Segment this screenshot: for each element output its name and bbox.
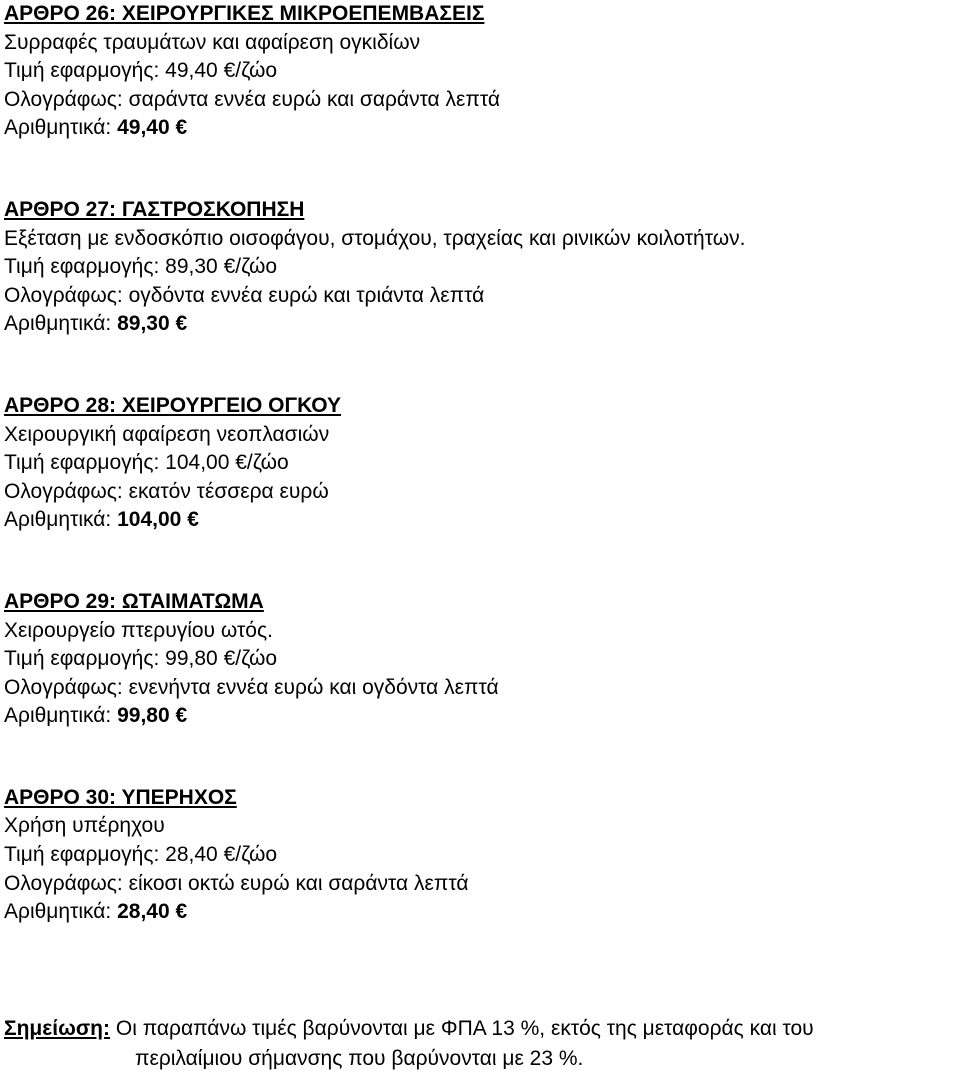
numeric-label: Αριθμητικά: — [4, 704, 112, 728]
words-line — [4, 674, 960, 703]
price-unit: /ζώο — [235, 647, 278, 671]
words-label: Ολογράφως: — [4, 479, 123, 503]
article-description: Χρήση υπέρηχου — [4, 814, 165, 838]
numeric-line — [4, 506, 960, 535]
numeric-value: 89,30 — [117, 312, 170, 336]
words-value: ενενήντα εννέα ευρώ και ογδόντα λεπτά — [128, 675, 499, 699]
price-label: Τιμή εφαρμογής: — [4, 451, 160, 475]
price-unit: /ζώο — [235, 843, 278, 867]
article-title: ΑΡΘΡΟ 29: ΩΤΑΙΜΑΤΩΜΑ — [4, 589, 264, 613]
price-label: Τιμή εφαρμογής: — [4, 255, 160, 279]
note-line-1 — [4, 1014, 960, 1044]
price-line — [4, 253, 960, 282]
price-unit: /ζώο — [246, 451, 289, 475]
article-description: Συρραφές τραυμάτων και αφαίρεση ογκιδίων — [4, 30, 421, 54]
numeric-line — [4, 114, 960, 143]
words-line — [4, 478, 960, 507]
vat-note — [4, 1014, 960, 1074]
numeric-value: 49,40 — [117, 116, 170, 140]
numeric-label: Αριθμητικά: — [4, 508, 112, 532]
euro-symbol: € — [187, 508, 199, 532]
numeric-label: Αριθμητικά: — [4, 900, 112, 924]
euro-symbol: € — [175, 704, 188, 728]
price-value: 49,40 — [165, 59, 218, 83]
numeric-line — [4, 702, 960, 731]
article-30 — [4, 784, 960, 927]
article-26 — [4, 0, 960, 143]
article-27 — [4, 196, 960, 339]
words-value: είκοσι οκτώ ευρώ και σαράντα λεπτά — [128, 871, 469, 895]
price-line — [4, 841, 960, 870]
euro-symbol: € — [175, 116, 188, 140]
price-value: 89,30 — [165, 255, 218, 279]
price-line — [4, 645, 960, 674]
numeric-value: 28,40 — [117, 900, 170, 924]
euro-symbol: € — [235, 451, 247, 475]
price-unit: /ζώο — [235, 255, 278, 279]
numeric-line — [4, 898, 960, 927]
euro-symbol: € — [175, 900, 188, 924]
price-line — [4, 57, 960, 86]
price-unit: /ζώο — [235, 59, 278, 83]
words-value: σαράντα εννέα ευρώ και σαράντα λεπτά — [128, 87, 501, 111]
article-title: ΑΡΘΡΟ 28: ΧΕΙΡΟΥΡΓΕΙΟ ΟΓΚΟΥ — [4, 393, 342, 417]
note-line-2: περιλαίμιου σήμανσης που βαρύνονται με 23 %. — [135, 1047, 584, 1070]
price-label: Τιμή εφαρμογής: — [4, 647, 160, 671]
article-description: Χειρουργική αφαίρεση νεοπλασιών — [4, 422, 330, 446]
words-label: Ολογράφως: — [4, 87, 123, 111]
price-value: 104,00 — [165, 451, 230, 475]
numeric-value: 104,00 — [117, 508, 182, 532]
numeric-label: Αριθμητικά: — [4, 116, 112, 140]
numeric-line — [4, 310, 960, 339]
article-title: ΑΡΘΡΟ 30: ΥΠΕΡΗΧΟΣ — [4, 785, 237, 809]
euro-symbol: € — [223, 843, 236, 867]
price-line — [4, 449, 960, 478]
note-label: Σημείωση: — [4, 1017, 111, 1040]
euro-symbol: € — [223, 255, 236, 279]
words-value: ογδόντα εννέα ευρώ και τριάντα λεπτά — [128, 283, 485, 307]
euro-symbol: € — [223, 59, 236, 83]
price-label: Τιμή εφαρμογής: — [4, 59, 160, 83]
euro-symbol: € — [175, 312, 188, 336]
price-label: Τιμή εφαρμογής: — [4, 843, 160, 867]
euro-symbol: € — [223, 647, 236, 671]
words-label: Ολογράφως: — [4, 675, 123, 699]
words-line — [4, 86, 960, 115]
article-29 — [4, 588, 960, 731]
words-line — [4, 282, 960, 311]
note-text-1: Οι παραπάνω τιμές βαρύνονται με ΦΠΑ 13 %, εκτός της μεταφοράς και του — [115, 1017, 814, 1040]
article-title: ΑΡΘΡΟ 26: ΧΕΙΡΟΥΡΓΙΚΕΣ ΜΙΚΡΟΕΠΕΜΒΑΣΕΙΣ — [4, 2, 485, 25]
words-label: Ολογράφως: — [4, 283, 123, 307]
numeric-value: 99,80 — [117, 704, 170, 728]
price-value: 28,40 — [165, 843, 218, 867]
numeric-label: Αριθμητικά: — [4, 312, 112, 336]
words-value: εκατόν τέσσερα ευρώ — [128, 479, 329, 503]
article-28 — [4, 392, 960, 535]
article-description: Εξέταση με ενδοσκόπιο οισοφάγου, στομάχου, τραχείας και ρινικών κοιλοτήτων. — [4, 226, 746, 250]
words-label: Ολογράφως: — [4, 871, 123, 895]
document-body — [4, 0, 960, 927]
price-value: 99,80 — [165, 647, 218, 671]
article-title: ΑΡΘΡΟ 27: ΓΑΣΤΡΟΣΚΟΠΗΣΗ — [4, 197, 305, 221]
article-description: Χειρουργείο πτερυγίου ωτός. — [4, 618, 273, 642]
words-line — [4, 870, 960, 899]
